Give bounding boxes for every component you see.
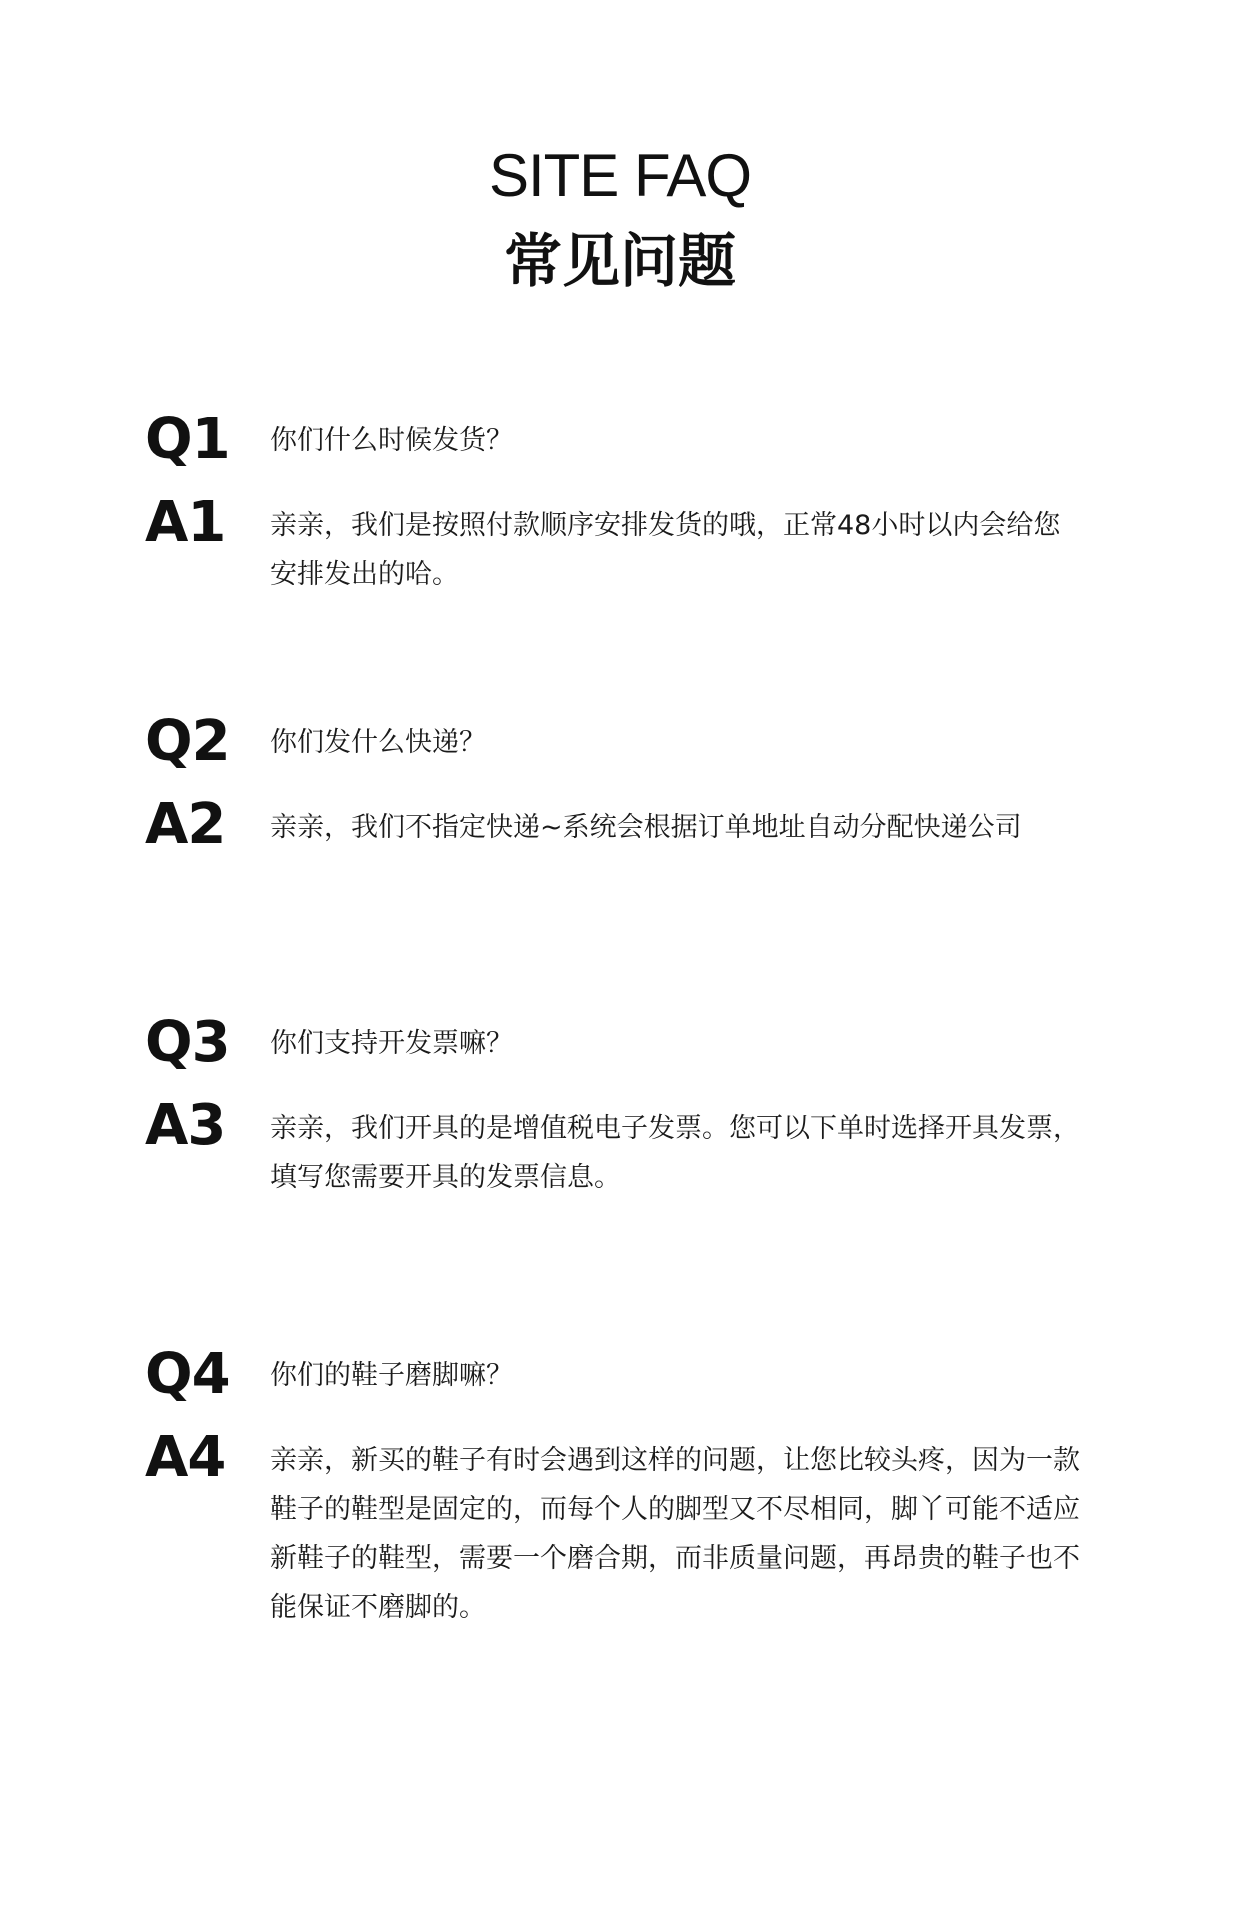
answer-text: 亲亲，我们开具的是增值税电子发票。您可以下单时选择开具发票，填写您需要开具的发票信息。 (270, 1113, 1080, 1193)
question-row (0, 1342, 1240, 1407)
question-text: 你们支持开发票嘛？ (270, 1028, 513, 1059)
answer-tag: A4 (145, 1425, 226, 1490)
question-row (0, 709, 1240, 774)
answer-text: 亲亲，我们是按照付款顺序安排发货的哦，正常48小时以内会给您安排发出的哈。 (270, 510, 1061, 590)
faq-item-3 (0, 1010, 1240, 1202)
answer-tag: A2 (145, 792, 226, 857)
faq-item-2 (0, 709, 1240, 857)
page-header (0, 140, 1240, 300)
answer-tag: A1 (145, 490, 226, 555)
answer-row (0, 490, 1240, 599)
answer-row (0, 792, 1240, 857)
question-tag: Q2 (145, 709, 230, 774)
question-row (0, 1010, 1240, 1075)
faq-item-4 (0, 1342, 1240, 1632)
question-tag: Q3 (145, 1010, 230, 1075)
answer-text: 亲亲，我们不指定快递~系统会根据订单地址自动分配快递公司 (270, 812, 1022, 843)
page-title-en: SITE FAQ (488, 142, 752, 209)
question-tag: Q1 (145, 407, 230, 472)
question-text: 你们的鞋子磨脚嘛？ (270, 1360, 513, 1391)
faq-item-1 (0, 407, 1240, 599)
question-tag: Q4 (145, 1342, 230, 1407)
page-title-zh: 常见问题 (503, 227, 736, 295)
question-row (0, 407, 1240, 472)
answer-row (0, 1093, 1240, 1202)
question-text: 你们什么时候发货？ (270, 425, 513, 456)
answer-tag: A3 (145, 1093, 226, 1158)
question-text: 你们发什么快递？ (270, 727, 486, 758)
answer-text: 亲亲，新买的鞋子有时会遇到这样的问题，让您比较头疼，因为一款鞋子的鞋型是固定的，而每个人的脚型又不尽相同，脚丫可能不适应新鞋子的鞋型，需要一个磨合期，而非质量问题，再昂贵的鞋子也不能保证不磨脚的。 (270, 1445, 1080, 1623)
answer-row (0, 1425, 1240, 1632)
